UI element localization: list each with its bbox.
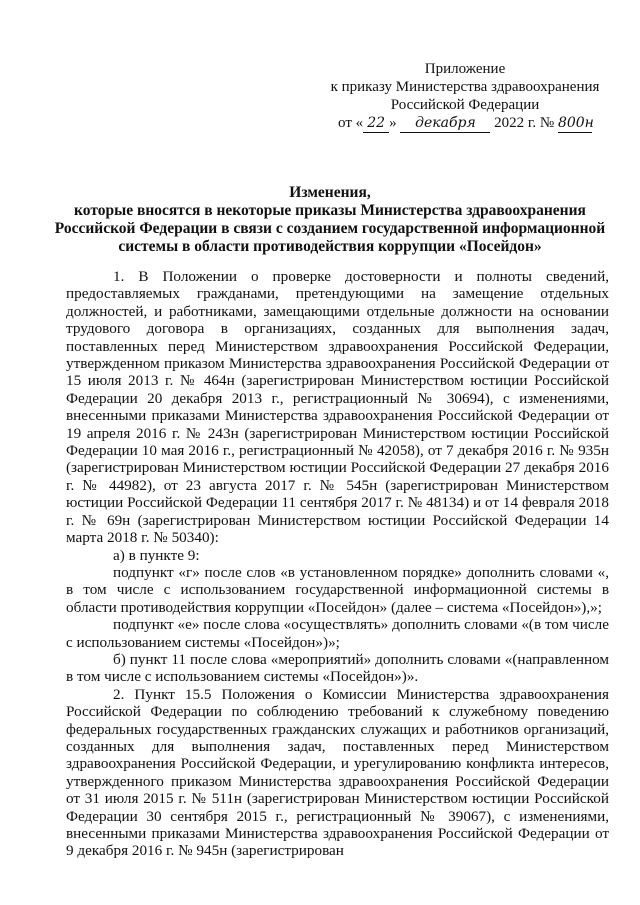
appendix-header — [300, 60, 630, 133]
title-line-2: которые вносятся в некоторые приказы Министерства здравоохранения — [74, 202, 586, 219]
paragraph-subitem-a: а) в пункте 9: — [113, 546, 200, 564]
paragraph-subitem-g: подпункт «г» после слов «в установленном порядке» дополнить словами «, в том числе с использованием государственной информационной системы в области противодействия коррупции «Посейдон» (далее – система «Посейдон»),»; — [66, 563, 609, 616]
handwritten-order-number: 800н — [557, 115, 594, 131]
appendix-label: Приложение — [424, 61, 506, 77]
document-body — [66, 268, 609, 860]
title-line-3: Российской Федерации в связи с созданием государственной информационной — [54, 220, 606, 237]
paragraph-subitem-b: б) пункт 11 после слова «мероприятий» дополнить словами «(направленном в том числе с использованием системы «Посейдон»)». — [66, 650, 609, 686]
date-year: 2022 г. № — [494, 115, 555, 131]
paragraph-subitem-e: подпункт «е» после слова «осуществлять» дополнить словами «(в том числе с использованием системы «Посейдон»)»; — [66, 616, 609, 651]
paragraph-1: 1. В Положении о проверке достоверности и полноты сведений, предоставляемых гражданами, претендующими на замещение отдельных должностей, и работниками, замещающими отдельные должности на основании трудового договора в организациях, созданных для выполнения задач, поставленных перед Министерством здравоохранения Российской Федерации, утвержденном приказом Министерства здравоохранения Российской Федерации от 15 июля 2013 г. № 464н (зарегистрирован Министерством юстиции Российской Федерации 20 декабря 2013 г., регистрационный № 30694), с изменениями, внесенными приказами Министерства здравоохранения Российской Федерации от 19 апреля 2016 г. № 243н (зарегистрирован Министерством юстиции Российской Федерации 10 мая 2016 г., регистрационный № 42058), от 7 декабря 2016 г. № 935н (зарегистрирован Министерством юстиции Российской Федерации 27 декабря 2016 г. № 44982), от 23 августа 2017 г. № 545н (зарегистрирован Министерством юстиции Российской Федерации 11 сентября 2017 г. № 48134) и от 14 февраля 2018 г. № 69н (зарегистрирован Министерством юстиции Российской Федерации 14 марта 2018 г. № 50340): — [66, 268, 609, 547]
appendix-order-ref: к приказу Министерства здравоохранения — [330, 79, 600, 95]
title-line-1: Изменения, — [289, 184, 371, 201]
handwritten-day: 22 — [363, 114, 389, 133]
paragraph-2: 2. Пункт 15.5 Положения о Комиссии Министерства здравоохранения Российской Федерации по соблюдению требований к служебному поведению федеральных государственных гражданских служащих и работников организаций, созданных для выполнения задач, поставленных перед Министерством здравоохранения Российской Федерации, и урегулированию конфликта интересов, утвержденного приказом Министерства здравоохранения Российской Федерации от 31 июля 2015 г. № 511н (зарегистрирован Министерством юстиции Российской Федерации 30 сентября 2015 г., регистрационный № 39067), с изменениями, внесенными приказами Министерства здравоохранения Российской Федерации от 9 декабря 2016 г. № 945н (зарегистрирован — [66, 685, 609, 860]
handwritten-month: декабря — [400, 114, 490, 133]
appendix-date-line — [300, 114, 630, 133]
date-prefix: от « — [338, 115, 364, 131]
date-quote-close: » — [389, 115, 397, 131]
document-title — [40, 184, 620, 256]
title-line-4: системы в области противодействия коррупции «Посейдон» — [118, 238, 542, 255]
appendix-country: Российской Федерации — [390, 97, 540, 113]
